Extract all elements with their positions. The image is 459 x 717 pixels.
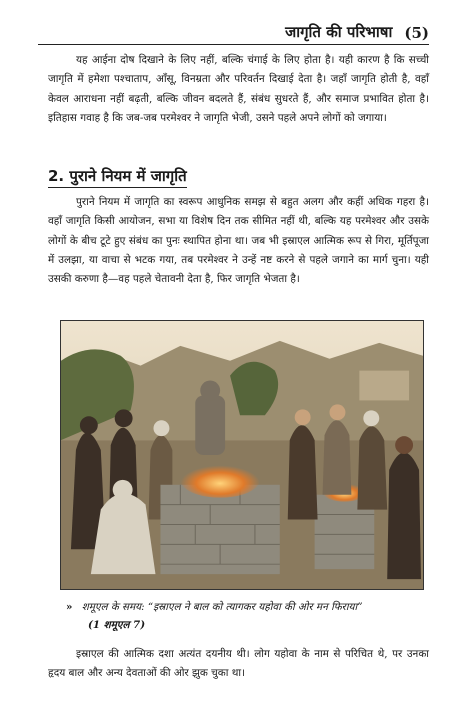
- idol-head: [200, 381, 220, 401]
- old-testament-paragraph: पुराने नियम में जागृति का स्वरूप आधुनिक समझ से बहुत अलग और कहीं अधिक गहरा है। वहाँ जागृति किसी आयोजन, सभा या विशेष दिन तक सीमित नहीं थी, बल्कि यह परमेश्वर और उसके लोगों के बीच टूटे हुए संबंध का पुनः स्थापित होना था। जब भी इस्राएल आत्मिक रूप से गिरा, मूर्तिपूजा में उलझा, या वाचा से भटक गया, तब परमेश्वर ने उन्हें नष्ट करने से पहले जगाने का मार्ग चुना। यही उसकी करुणा है—वह पहले चेतावनी देता है, फिर जागृति भेजता है।: [48, 196, 429, 286]
- altar-fire: [180, 462, 260, 498]
- caption-bullet: »: [66, 601, 73, 613]
- section-heading: 2. पुराने नियम में जागृति: [48, 166, 187, 188]
- closing-paragraph: इस्राएल की आत्मिक दशा अत्यंत दयनीय थी। लोग यहोवा के नाम से परिचित थे, पर उनका हृदय बाल और अन्य देवताओं की ओर झुक चुका था।: [48, 648, 429, 680]
- village-houses: [359, 371, 409, 401]
- chapter-title: जागृति की परिभाषा: [285, 23, 393, 41]
- illustration-figure: [60, 320, 424, 590]
- idol-statue: [195, 395, 225, 455]
- caption-text: शमूएल के समय: “इस्राएल ने बाल को त्यागकर यहोवा की ओर मन फिराया”: [81, 601, 363, 613]
- intro-paragraph: यह आईना दोष दिखाने के लिए नहीं, बल्कि चंगाई के लिए होता है। यही कारण है कि सच्ची जागृति में हमेशा पश्चाताप, आँसू, विनम्रता और परिवर्तन दिखाई देता है। जहाँ जागृति होती है, वहाँ केवल आराधना नहीं बढ़ती, बल्कि जीवन बदलते हैं, संबंध सुधरते हैं, और समाज प्रभावित होता है। इतिहास गवाह है कि जब-जब परमेश्वर ने जागृति भेजी, उसने पहले अपने लोगों को जगाया।: [48, 54, 429, 124]
- altar-gathering-illustration: [61, 321, 423, 589]
- caption-reference: (1 शमूएल 7): [88, 619, 146, 631]
- stone-altar-front: [160, 485, 279, 574]
- page-number: (5): [404, 24, 429, 42]
- running-header: [38, 18, 429, 45]
- figure-caption: [66, 598, 435, 634]
